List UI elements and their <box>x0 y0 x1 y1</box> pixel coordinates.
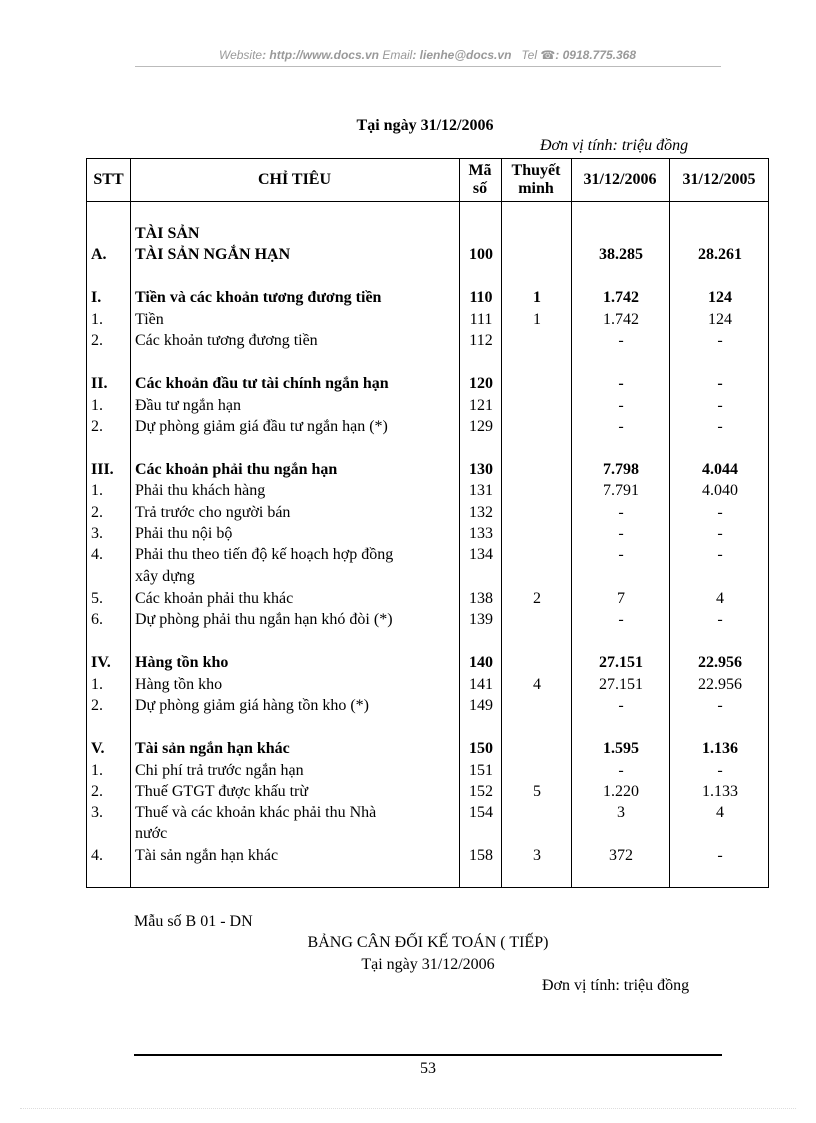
cell-stt: I. <box>91 289 102 306</box>
cell-code: 112 <box>469 332 493 349</box>
header-divider <box>135 66 721 67</box>
cell-stt: 3. <box>91 804 103 821</box>
cell-code: 121 <box>469 397 493 414</box>
cell-v1: 27.151 <box>599 676 643 693</box>
cell-name: Phải thu nội bộ <box>135 525 233 542</box>
cell-v1: - <box>618 525 624 542</box>
cell-name: Hàng tồn kho <box>135 654 229 671</box>
website-value[interactable]: : http://www.docs.vn <box>262 48 379 62</box>
header-2006: 31/12/2006 <box>583 171 657 188</box>
cell-name: nước <box>135 825 168 842</box>
cell-v1: 1.742 <box>603 311 639 328</box>
cell-name: Dự phòng giảm giá đầu tư ngắn hạn (*) <box>135 418 388 435</box>
cell-name: Hàng tồn kho <box>135 676 223 693</box>
cell-note: 3 <box>533 847 541 864</box>
cell-code: 130 <box>469 461 493 478</box>
cell-v1: - <box>618 504 624 521</box>
cell-v1: 1.595 <box>603 740 639 757</box>
cell-v1: - <box>618 611 624 628</box>
cell-v2: 22.956 <box>698 676 742 693</box>
cell-code: 131 <box>469 482 493 499</box>
header-note-line2: minh <box>518 180 554 197</box>
cell-stt: 4. <box>91 546 103 563</box>
continued-title: BẢNG CÂN ĐỐI KẾ TOÁN ( TIẾP) <box>307 934 549 951</box>
cell-code: 151 <box>469 762 493 779</box>
balance-sheet-table <box>86 158 769 888</box>
tel-value: : 0918.775.368 <box>555 48 637 62</box>
cell-code: 158 <box>469 847 493 864</box>
header-divider-line <box>87 201 768 202</box>
cell-name: Trả trước cho người bán <box>135 504 291 521</box>
cell-stt: 3. <box>91 525 103 542</box>
cell-v1: 7.791 <box>603 482 639 499</box>
cell-stt: 2. <box>91 418 103 435</box>
cell-stt: 2. <box>91 783 103 800</box>
cell-code: 134 <box>469 546 493 563</box>
cell-note: 1 <box>533 289 541 306</box>
cell-name: Chi phí trả trước ngắn hạn <box>135 762 304 779</box>
cell-stt: 1. <box>91 482 103 499</box>
cell-name: Tiền và các khoản tương đương tiền <box>135 289 382 306</box>
cell-v1: 3 <box>617 804 625 821</box>
header-2005: 31/12/2005 <box>682 171 756 188</box>
cell-code: 152 <box>469 783 493 800</box>
website-label: Website <box>218 48 263 62</box>
tel-label: Tel <box>521 48 537 62</box>
form-number: Mẫu số B 01 - DN <box>134 913 253 930</box>
cell-name: Tiền <box>135 311 164 328</box>
cell-code: 110 <box>469 289 493 306</box>
header-code <box>459 159 501 201</box>
cell-stt: 1. <box>91 762 103 779</box>
cell-note: 1 <box>533 311 541 328</box>
cell-stt: 2. <box>91 332 103 349</box>
cell-v2: - <box>717 504 723 521</box>
cell-stt: II. <box>91 375 108 392</box>
cell-v2: - <box>717 611 723 628</box>
cell-v1: - <box>618 546 624 563</box>
cell-name: Phải thu khách hàng <box>135 482 266 499</box>
cell-name: Các khoản phải thu ngắn hạn <box>135 461 338 478</box>
cell-v1: - <box>618 762 624 779</box>
cell-name: Thuế GTGT được khấu trừ <box>135 783 309 800</box>
header-code-line2: số <box>472 180 488 197</box>
cell-code: 129 <box>469 418 493 435</box>
unit-label-bottom: Đơn vị tính: triệu đồng <box>542 977 690 994</box>
cell-v1: 27.151 <box>599 654 643 671</box>
cell-v2: 124 <box>708 311 732 328</box>
cell-name: Thuế và các khoản khác phải thu Nhà <box>135 804 377 821</box>
cell-v1: 1.742 <box>603 289 639 306</box>
cell-v2: - <box>717 418 723 435</box>
cell-stt: 1. <box>91 311 103 328</box>
cell-v1: - <box>618 375 624 392</box>
cell-v2: 124 <box>708 289 732 306</box>
email-label: Email <box>382 48 413 62</box>
cell-name: Đầu tư ngắn hạn <box>135 397 241 414</box>
cell-name: Các khoản đầu tư tài chính ngắn hạn <box>135 375 389 392</box>
cell-note: 2 <box>533 590 541 607</box>
cell-name: Các khoản phải thu khác <box>135 590 294 607</box>
cell-code: 132 <box>469 504 493 521</box>
cell-v1: 1.220 <box>603 783 639 800</box>
cell-v2: 28.261 <box>698 246 742 263</box>
cell-code: 120 <box>469 375 493 392</box>
header-name: CHỈ TIÊU <box>257 171 332 188</box>
cell-code: 150 <box>469 740 493 757</box>
cell-v2: 22.956 <box>698 654 742 671</box>
cell-name: Dự phòng giảm giá hàng tồn kho (*) <box>135 697 369 714</box>
footer-divider <box>134 1054 722 1056</box>
page-edge-dots <box>20 1108 796 1109</box>
cell-stt: A. <box>91 246 107 263</box>
cell-v2: - <box>717 762 723 779</box>
cell-v2: 1.136 <box>702 740 738 757</box>
cell-note: 4 <box>533 676 541 693</box>
cell-code: 138 <box>469 590 493 607</box>
cell-stt: V. <box>91 740 105 757</box>
cell-name: TÀI SẢN NGẮN HẠN <box>135 246 291 263</box>
cell-stt: 6. <box>91 611 103 628</box>
cell-v2: - <box>717 525 723 542</box>
cell-v2: 4 <box>716 804 724 821</box>
cell-stt: 2. <box>91 697 103 714</box>
cell-v2: 4 <box>716 590 724 607</box>
cell-v2: - <box>717 847 723 864</box>
cell-code: 141 <box>469 676 493 693</box>
cell-v1: - <box>618 697 624 714</box>
cell-stt: III. <box>91 461 114 478</box>
cell-v1: - <box>618 397 624 414</box>
cell-stt: 5. <box>91 590 103 607</box>
cell-name: Phải thu theo tiến độ kế hoạch hợp đồng <box>135 546 394 563</box>
cell-v2: - <box>717 332 723 349</box>
cell-stt: 1. <box>91 397 103 414</box>
cell-name: Các khoản tương đương tiền <box>135 332 318 349</box>
cell-v1: - <box>618 332 624 349</box>
cell-code: 139 <box>469 611 493 628</box>
cell-stt: 2. <box>91 504 103 521</box>
cell-code: 111 <box>469 311 493 328</box>
continued-date: Tại ngày 31/12/2006 <box>361 956 495 973</box>
cell-stt: 4. <box>91 847 103 864</box>
cell-v2: 1.133 <box>702 783 738 800</box>
page-number: 53 <box>420 1060 436 1077</box>
cell-name: TÀI SẢN <box>135 225 200 242</box>
cell-v2: - <box>717 397 723 414</box>
cell-stt: IV. <box>91 654 111 671</box>
header-note-line1: Thuyết <box>511 162 561 179</box>
cell-code: 154 <box>469 804 493 821</box>
cell-stt: 1. <box>91 676 103 693</box>
cell-v1: 7 <box>617 590 625 607</box>
report-date: Tại ngày 31/12/2006 <box>356 117 494 134</box>
cell-v2: 4.044 <box>702 461 738 478</box>
header-code-line1: Mã <box>468 162 492 179</box>
cell-code: 140 <box>469 654 493 671</box>
cell-code: 149 <box>469 697 493 714</box>
header-stt: STT <box>93 171 124 188</box>
cell-v2: - <box>717 375 723 392</box>
cell-v1: 7.798 <box>603 461 639 478</box>
cell-v2: - <box>717 697 723 714</box>
cell-note: 5 <box>533 783 541 800</box>
phone-icon: ☎ <box>540 48 556 62</box>
cell-v1: 38.285 <box>599 246 643 263</box>
cell-code: 133 <box>469 525 493 542</box>
header-note <box>501 159 571 201</box>
cell-v1: 372 <box>609 847 633 864</box>
cell-v2: - <box>717 546 723 563</box>
cell-name: Tài sản ngắn hạn khác <box>135 740 290 757</box>
cell-name: xây dựng <box>135 568 195 585</box>
cell-v1: - <box>618 418 624 435</box>
page-header <box>135 48 720 62</box>
cell-code: 100 <box>469 246 493 263</box>
cell-v2: 4.040 <box>702 482 738 499</box>
cell-name: Tài sản ngắn hạn khác <box>135 847 279 864</box>
email-value[interactable]: : lienhe@docs.vn <box>412 48 512 62</box>
unit-label: Đơn vị tính: triệu đồng <box>540 137 689 154</box>
cell-name: Dự phòng phải thu ngắn hạn khó đòi (*) <box>135 611 393 628</box>
